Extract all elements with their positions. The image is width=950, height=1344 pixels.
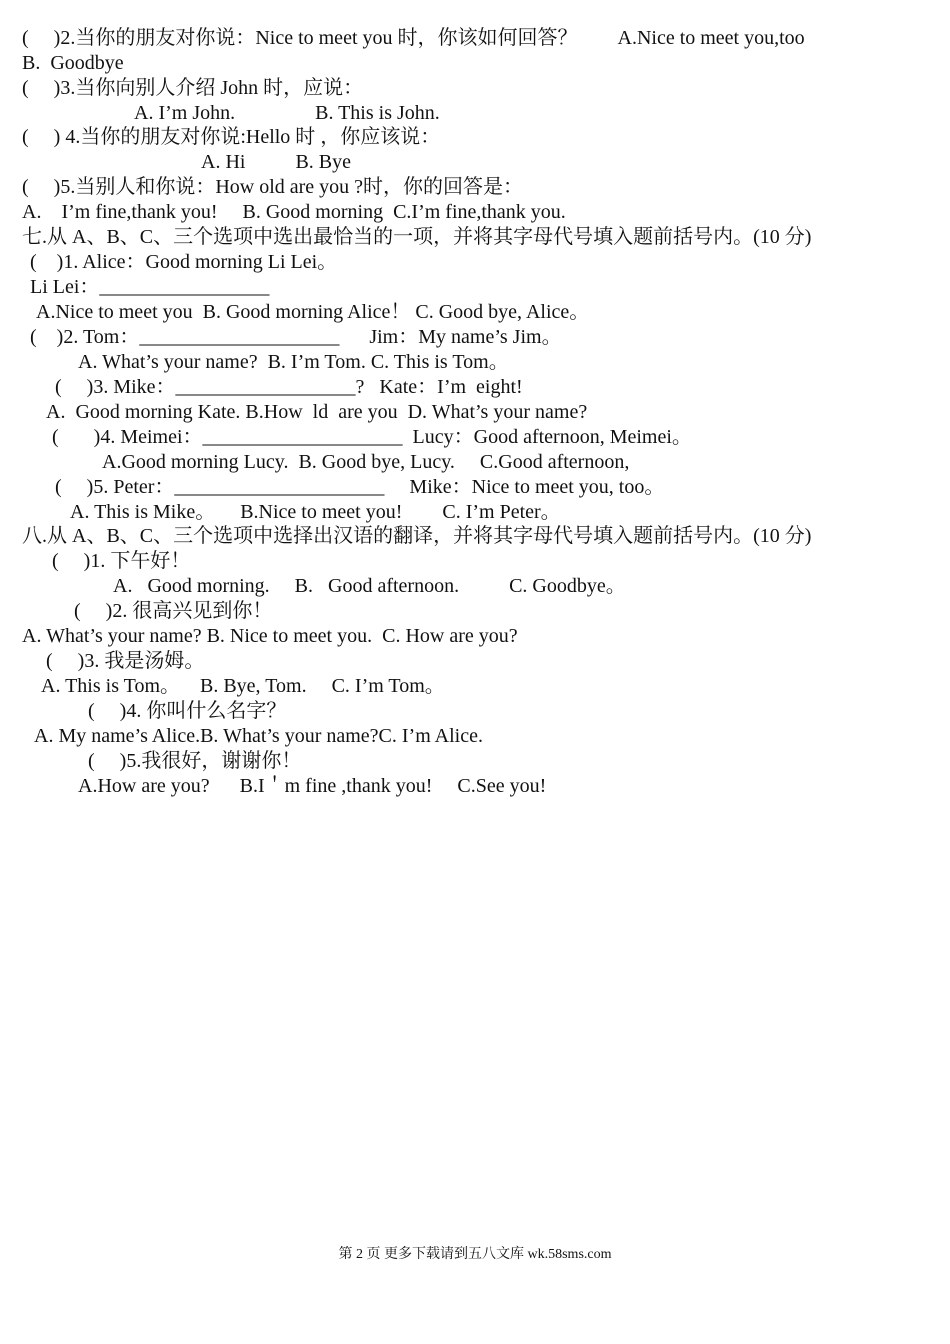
q8-item-2: ( )2. 很高兴见到你！: [74, 600, 273, 622]
q8-item-5: ( )5.我很好，谢谢你！: [88, 750, 302, 772]
q8-item-1-options: A. Good morning. B. Good afternoon. C. Goodbye。: [113, 575, 626, 597]
q8-item-3-options: A. This is Tom。 B. Bye, Tom. C. I’m Tom。: [41, 675, 445, 697]
q6-item-3: ( )3.当你向别人介绍 John 时，应说：: [22, 77, 364, 99]
q7-item-1: ( )1. Alice：Good morning Li Lei。: [30, 251, 338, 273]
q7-item-3: ( )3. Mike：__________________? Kate：I’m eight!: [55, 376, 523, 398]
q6-item-5-options: A. I’m fine,thank you! B. Good morning C.I’m fine,thank you.: [22, 201, 566, 223]
section-8-heading: 八.从 A、B、C、三个选项中选择出汉语的翻译，并将其字母代号填入题前括号内。(10 分): [22, 525, 812, 547]
q6-item-2-option-b: B. Goodbye: [22, 52, 124, 74]
q7-item-4-options: A.Good morning Lucy. B. Good bye, Lucy. C.Good afternoon,: [102, 451, 630, 473]
q6-item-2: ( )2.当你的朋友对你说：Nice to meet you 时，你该如何回答？ A.Nice to meet you,too: [22, 27, 805, 49]
q8-item-2-options: A. What’s your name? B. Nice to meet you. C. How are you?: [22, 625, 518, 647]
q6-item-4: ( ) 4.当你的朋友对你说:Hello 时 ，你应该说：: [22, 126, 441, 148]
q6-item-4-options: A. Hi B. Bye: [201, 151, 351, 173]
q6-item-5: ( )5.当别人和你说：How old are you ?时，你的回答是：: [22, 176, 524, 198]
q8-item-4-options: A. My name’s Alice.B. What’s your name?C. I’m Alice.: [34, 725, 483, 747]
q7-item-1-options: A.Nice to meet you B. Good morning Alice！ C. Good bye, Alice。: [36, 301, 590, 323]
q6-item-3-options: A. I’m John. B. This is John.: [134, 102, 440, 124]
q8-item-3: ( )3. 我是汤姆。: [46, 650, 205, 672]
section-7-heading: 七.从 A、B、C、三个选项中选出最恰当的一项，并将其字母代号填入题前括号内。(10 分): [22, 226, 812, 248]
q8-item-1: ( )1. 下午好！: [52, 550, 191, 572]
q7-item-4: ( )4. Meimei：____________________ Lucy：Good afternoon, Meimei。: [52, 426, 692, 448]
q8-item-5-options: A.How are you? B.I＇m fine ,thank you! C.See you!: [78, 775, 547, 797]
q7-item-5: ( )5. Peter：_____________________ Mike：Nice to meet you, too。: [55, 476, 665, 498]
q7-item-1-answer: Li Lei：_________________: [30, 276, 270, 298]
q7-item-2: ( )2. Tom：____________________ Jim：My name’s Jim。: [30, 326, 562, 348]
q8-item-4: ( )4. 你叫什么名字？: [88, 700, 287, 722]
q7-item-2-options: A. What’s your name? B. I’m Tom. C. This is Tom。: [78, 351, 509, 373]
q7-item-3-options: A. Good morning Kate. B.How ld are you D. What’s your name?: [46, 401, 588, 423]
page-footer: 第 2 页 更多下载请到五八文库 wk.58sms.com: [338, 1247, 612, 1262]
q7-item-5-options: A. This is Mike。 B.Nice to meet you! C. I’m Peter。: [70, 501, 561, 523]
